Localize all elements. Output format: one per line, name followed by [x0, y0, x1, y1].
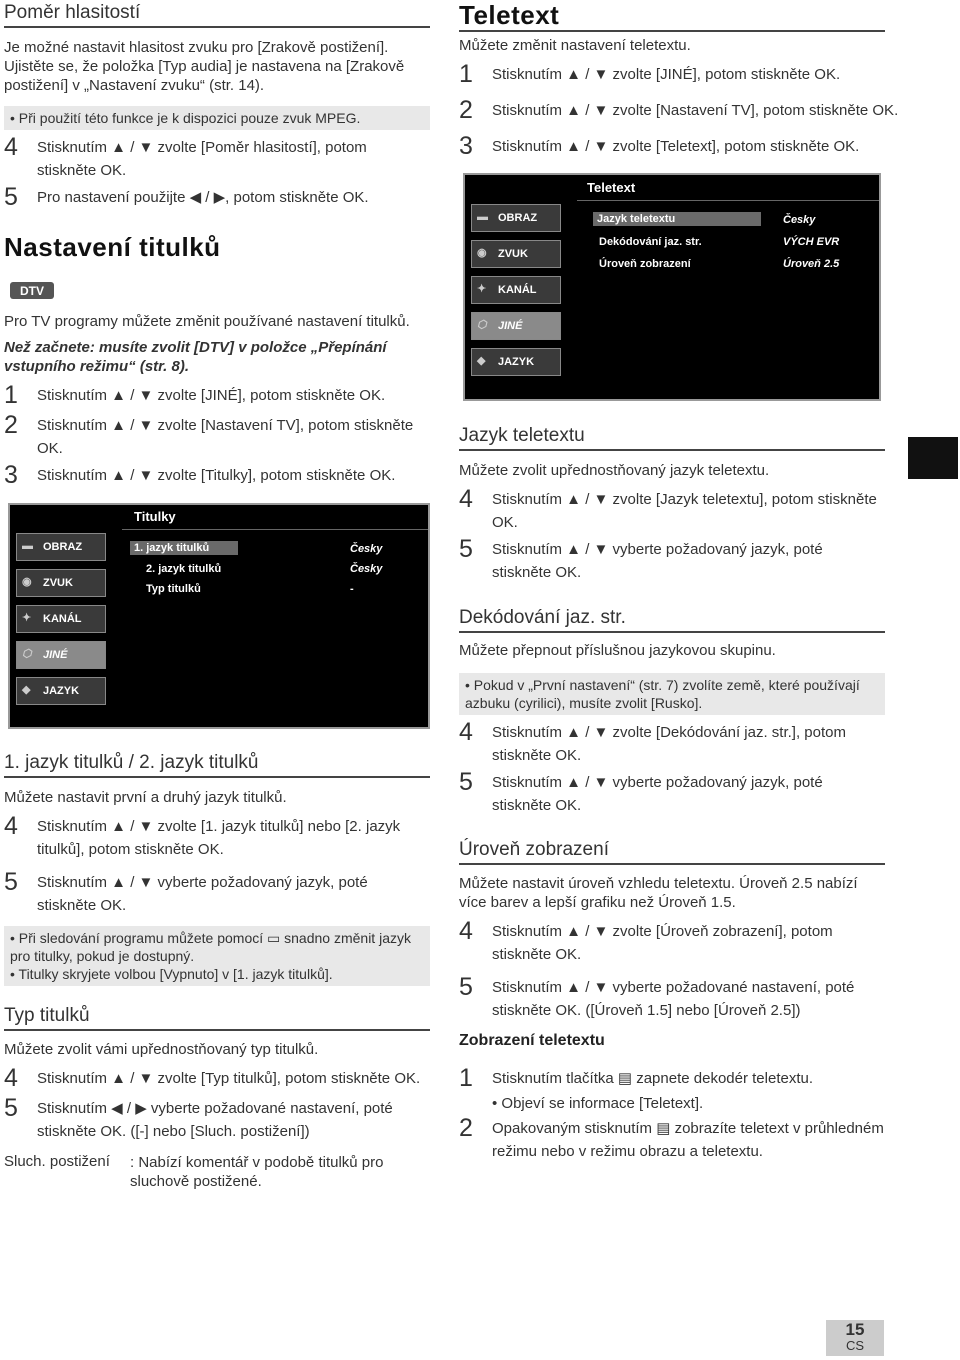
osd-value: Úroveň 2.5 — [783, 258, 840, 270]
jazyk-titulku-title: 1. jazyk titulků / 2. jazyk titulků — [4, 752, 430, 778]
step — [459, 485, 885, 534]
step-text: Stisknutím ▲ / ▼ zvolte [JINÉ], potom stiskněte OK. — [37, 387, 386, 404]
titulky-warning: Než začnete: musíte zvolit [DTV] v položce „Přepínání vstupního režimu“ (str. 8). — [4, 339, 387, 375]
step-text: Stisknutím ▲ / ▼ zvolte [Dekódování jaz. str.], potom stiskněte OK. — [492, 724, 846, 764]
step — [4, 411, 430, 460]
osd-value: Česky — [350, 543, 383, 555]
osd-menu-jazyk[interactable]: ◆ JAZYK — [16, 677, 106, 705]
uroven-text: Můžete nastavit úroveň vzhledu teletextu. Úroveň 2.5 nabízí více barev a lepší grafiku než Úroveň 1.5. — [459, 875, 858, 911]
teletext-text: Můžete změnit nastavení teletextu. — [459, 37, 691, 54]
osd-row-jazyk-teletextu[interactable]: Jazyk teletextu — [593, 212, 761, 226]
osd-menu-jine[interactable]: ⬡ JINÉ — [16, 641, 106, 669]
dekodovani-note: • Pokud v „První nastavení“ (str. 7) zvolíte země, které používají azbuku (cyrilici), musíte zvolit [Rusko]. — [459, 673, 885, 715]
step-text: Stisknutím ▲ / ▼ zvolte [1. jazyk titulků] nebo [2. jazyk titulků], potom stiskněte OK. — [37, 818, 401, 858]
osd-row-typ[interactable]: Typ titulků — [146, 583, 201, 595]
osd-menu-kanal[interactable]: ✦ KANÁL — [16, 605, 106, 633]
channel-icon: ✦ — [22, 612, 32, 624]
step-number: 4 — [4, 133, 18, 161]
typ-titulku-title: Typ titulků — [4, 1005, 430, 1031]
step — [459, 96, 899, 124]
other-icon: ⬡ — [477, 319, 487, 331]
osd-title: Teletext — [587, 180, 636, 195]
step — [4, 1064, 434, 1092]
pomer-title: Poměr hlasitostí — [4, 2, 430, 28]
step-text: Stisknutím ▲ / ▼ zvolte [JINÉ], potom stiskněte OK. — [492, 66, 841, 83]
osd-title: Titulky — [134, 509, 176, 524]
step-number: 2 — [459, 1114, 473, 1142]
step — [459, 917, 885, 966]
sound-icon: ◉ — [477, 247, 487, 259]
step — [4, 812, 430, 861]
jazyk-notes — [4, 926, 430, 986]
step-number: 5 — [459, 768, 473, 796]
step-text: Pro nastavení použijte ◀ / ▶, potom stiskněte OK. — [37, 189, 369, 206]
step — [4, 381, 430, 409]
step-number: 2 — [459, 96, 473, 124]
osd-menu-zvuk[interactable]: ◉ ZVUK — [16, 569, 106, 597]
osd-menu-jazyk[interactable]: ◆ JAZYK — [471, 348, 561, 376]
jazyk-teletextu-text: Můžete zvolit upřednostňovaný jazyk teletextu. — [459, 462, 770, 479]
language-icon: ◆ — [22, 684, 31, 696]
step-text: Stisknutím ▲ / ▼ zvolte [Nastavení TV], potom stiskněte OK. — [492, 102, 899, 119]
step — [459, 1114, 885, 1163]
step-number: 5 — [459, 535, 473, 563]
step-text: Opakovaným stisknutím ▤ zobrazíte teletext v průhledném režimu nebo v režimu obrazu a teletextu. — [492, 1120, 884, 1160]
osd-menu-jine[interactable]: ⬡ JINÉ — [471, 312, 561, 340]
step — [4, 183, 430, 211]
osd-row-1-jazyk[interactable]: 1. jazyk titulků — [130, 541, 238, 555]
step-number: 4 — [4, 812, 18, 840]
step-number: 5 — [4, 183, 18, 211]
titulky-title: Nastavení titulků — [4, 232, 221, 262]
step — [4, 868, 430, 917]
dekodovani-text: Můžete přepnout příslušnou jazykovou skupinu. — [459, 642, 776, 659]
step-text: Stisknutím ◀ / ▶ vyberte požadované nastavení, poté stiskněte OK. ([-] nebo [Sluch. postižení]) — [37, 1100, 393, 1140]
jazyk-teletextu-title: Jazyk teletextu — [459, 425, 885, 451]
step-number: 4 — [4, 1064, 18, 1092]
section-tab-marker — [908, 437, 958, 479]
channel-icon: ✦ — [477, 283, 487, 295]
step — [4, 133, 430, 182]
sluch-value: : Nabízí komentář v podobě titulků pro sluchově postižené. — [130, 1154, 384, 1190]
osd-row-dekodovani[interactable]: Dekódování jaz. str. — [599, 236, 702, 248]
step-text: Stisknutím ▲ / ▼ zvolte [Poměr hlasitostí], potom stiskněte OK. — [37, 139, 367, 179]
titulky-osd-screen — [8, 503, 430, 729]
step — [459, 1064, 885, 1092]
step-text: Stisknutím ▲ / ▼ vyberte požadovaný jazyk, poté stiskněte OK. — [492, 541, 823, 581]
step-text: Stisknutím tlačítka ▤ zapnete dekodér teletextu. — [492, 1070, 814, 1087]
osd-value: Česky — [783, 214, 816, 226]
sound-icon: ◉ — [22, 576, 32, 588]
step — [4, 461, 430, 489]
osd-menu-kanal[interactable]: ✦ KANÁL — [471, 276, 561, 304]
osd-row-uroven[interactable]: Úroveň zobrazení — [599, 258, 691, 270]
page-number: 15 — [845, 1320, 865, 1339]
step-text: Stisknutím ▲ / ▼ zvolte [Teletext], potom stiskněte OK. — [492, 138, 860, 155]
step-number: 5 — [4, 868, 18, 896]
page-language: CS — [845, 1338, 865, 1353]
step-text: Stisknutím ▲ / ▼ zvolte [Titulky], potom stiskněte OK. — [37, 467, 396, 484]
typ-titulku-text: Můžete zvolit vámi upřednostňovaný typ titulků. — [4, 1041, 319, 1058]
step-number: 1 — [459, 60, 473, 88]
step-number: 5 — [4, 1094, 18, 1122]
page-number-box — [826, 1320, 884, 1356]
dekodovani-title: Dekódování jaz. str. — [459, 607, 885, 633]
teletext-osd-screen — [463, 173, 881, 401]
step-number: 4 — [459, 917, 473, 945]
osd-menu-obraz[interactable]: ▬ OBRAZ — [471, 204, 561, 232]
step — [459, 535, 885, 584]
titulky-text: Pro TV programy můžete změnit používané nastavení titulků. — [4, 313, 410, 330]
step — [459, 718, 885, 767]
step-number: 3 — [459, 132, 473, 160]
teletext-title: Teletext — [459, 0, 560, 30]
step-text: Stisknutím ▲ / ▼ zvolte [Nastavení TV], potom stiskněte OK. — [37, 417, 414, 457]
sluch-key: Sluch. postižení — [4, 1153, 110, 1170]
step-number: 4 — [459, 485, 473, 513]
step — [459, 768, 885, 817]
osd-value: VÝCH EVR — [783, 236, 840, 248]
note-line: • Při sledování programu můžete pomocí ▭ snadno změnit jazyk pro titulky, pokud je dostupný. — [10, 930, 411, 964]
note-line: • Titulky skryjete volbou [Vypnuto] v [1. jazyk titulků]. — [10, 966, 333, 982]
step-number: 1 — [4, 381, 18, 409]
pomer-text: Je možné nastavit hlasitost zvuku pro [Zrakově postižení]. Ujistěte se, že položka [Typ audia] je nastavena na [Zrakově postižení] v „Nastavení zvuku“ (str. 14). — [4, 39, 405, 94]
language-icon: ◆ — [477, 355, 486, 367]
step-number: 2 — [4, 411, 18, 439]
picture-icon: ▬ — [477, 211, 488, 223]
osd-menu-zvuk[interactable]: ◉ ZVUK — [471, 240, 561, 268]
other-icon: ⬡ — [22, 648, 32, 660]
osd-menu-obraz[interactable]: ▬ OBRAZ — [16, 533, 106, 561]
step-text: Stisknutím ▲ / ▼ zvolte [Úroveň zobrazení], potom stiskněte OK. — [492, 923, 833, 963]
step-text: Stisknutím ▲ / ▼ vyberte požadovaný jazyk, poté stiskněte OK. — [37, 874, 368, 914]
step — [459, 973, 885, 1022]
dtv-badge: DTV — [10, 282, 54, 299]
zobrazeni-bullet: • Objeví se informace [Teletext]. — [492, 1095, 704, 1112]
step-text: Stisknutím ▲ / ▼ zvolte [Jazyk teletextu], potom stiskněte OK. — [492, 491, 877, 531]
jazyk-titulku-text: Můžete nastavit první a druhý jazyk titulků. — [4, 789, 287, 806]
step-number: 4 — [459, 718, 473, 746]
pomer-note: • Při použití této funkce je k dispozici pouze zvuk MPEG. — [4, 106, 430, 130]
step-text: Stisknutím ▲ / ▼ vyberte požadované nastavení, poté stiskněte OK. ([Úroveň 1.5] nebo [Úroveň 2.5]) — [492, 979, 855, 1019]
osd-value: - — [350, 583, 354, 595]
step-number: 5 — [459, 973, 473, 1001]
step-text: Stisknutím ▲ / ▼ vyberte požadovaný jazyk, poté stiskněte OK. — [492, 774, 823, 814]
step-text: Stisknutím ▲ / ▼ zvolte [Typ titulků], potom stiskněte OK. — [37, 1070, 421, 1087]
step-number: 3 — [4, 461, 18, 489]
osd-row-2-jazyk[interactable]: 2. jazyk titulků — [146, 563, 222, 575]
step-number: 1 — [459, 1064, 473, 1092]
step — [4, 1094, 430, 1143]
picture-icon: ▬ — [22, 540, 33, 552]
zobrazeni-title: Zobrazení teletextu — [459, 1032, 605, 1049]
step — [459, 60, 889, 88]
osd-value: Česky — [350, 563, 383, 575]
step — [459, 132, 889, 160]
uroven-title: Úroveň zobrazení — [459, 839, 885, 865]
